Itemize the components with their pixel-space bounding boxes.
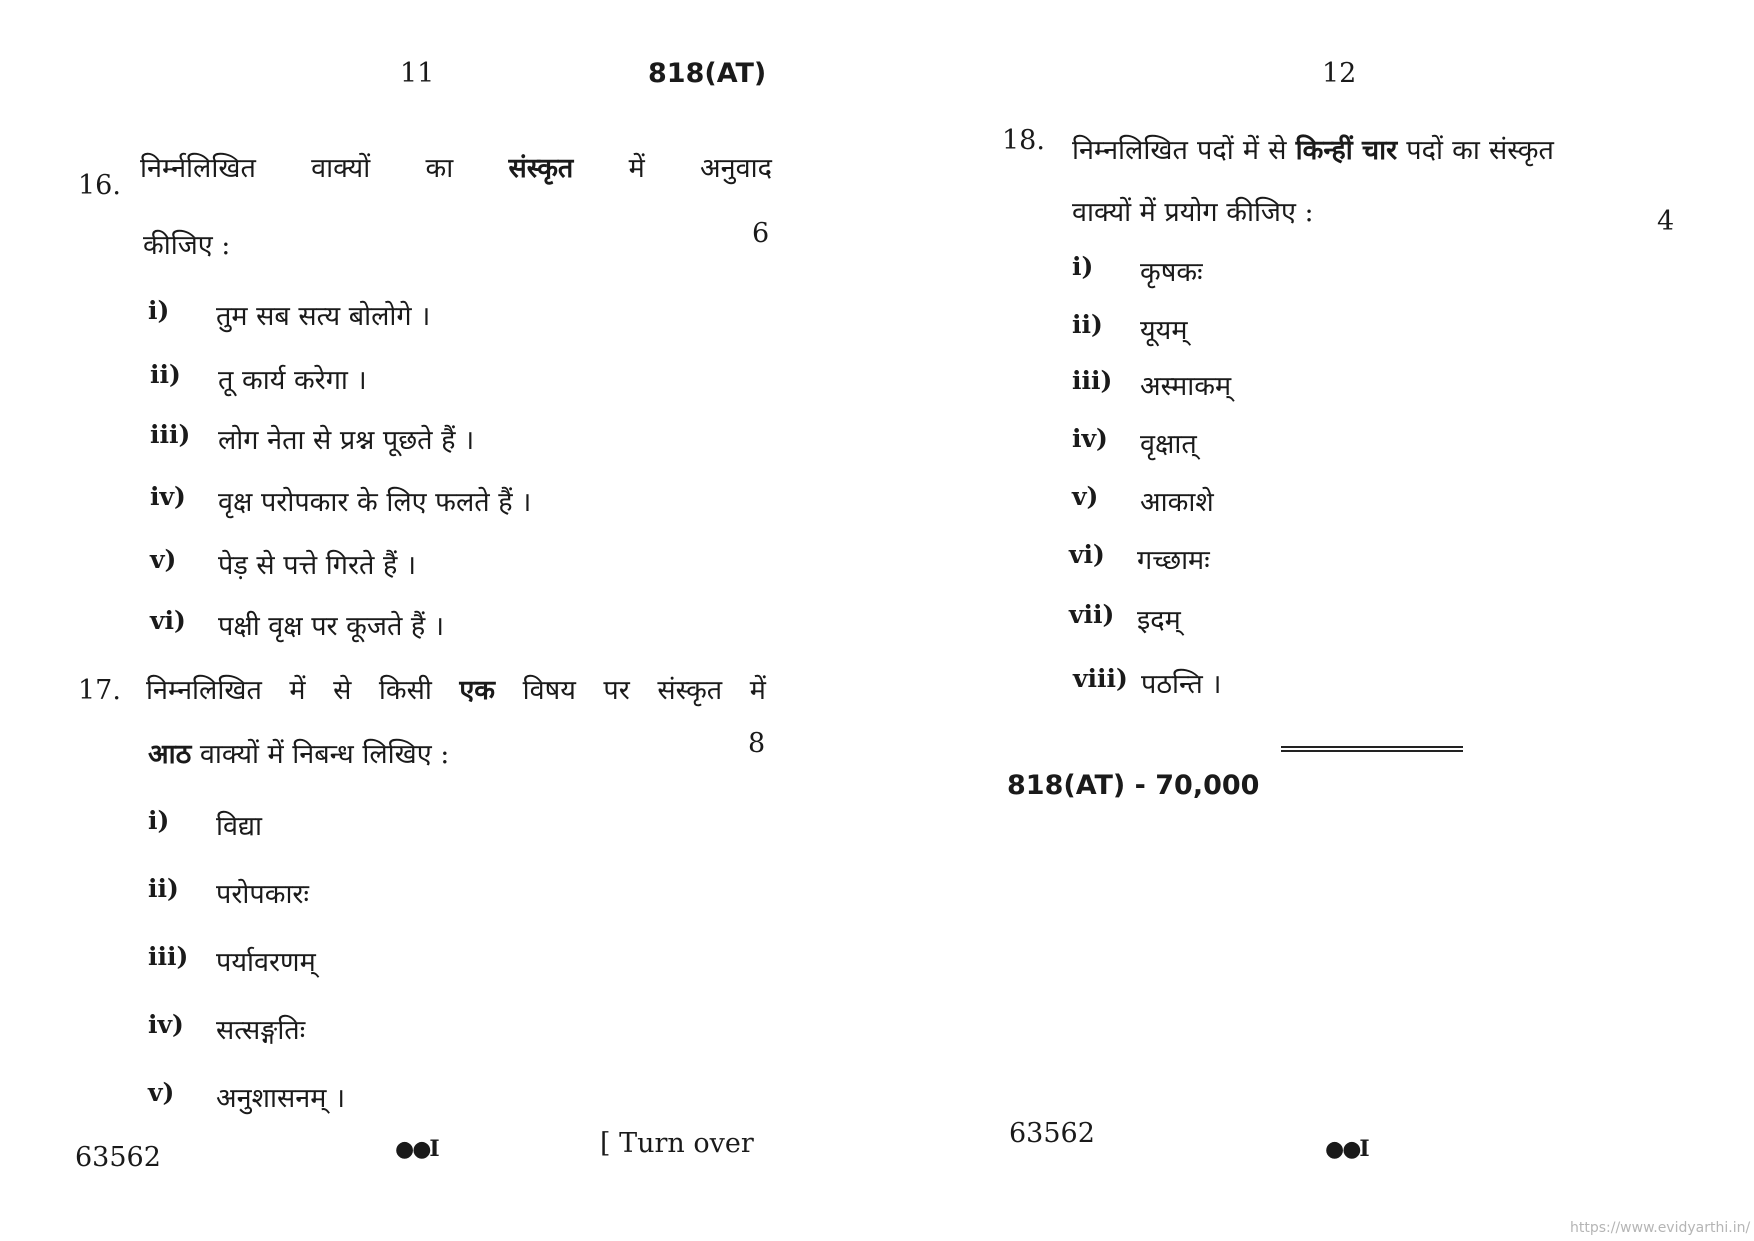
page-number: 11: [400, 58, 435, 89]
word: संस्कृत: [1489, 135, 1554, 166]
word: पदों: [1406, 135, 1443, 166]
item-number: iii): [1072, 366, 1113, 395]
list-item: [1072, 424, 1197, 461]
item-number: iv): [148, 1010, 184, 1039]
item-number: i): [1072, 252, 1094, 281]
list-item: [150, 545, 416, 582]
list-item: [148, 942, 316, 979]
item-text: पक्षी वृक्ष पर कूजते हैं ।: [218, 611, 445, 642]
item-text: कृषकः: [1140, 257, 1203, 288]
word: का: [1452, 135, 1480, 166]
word: में: [1242, 135, 1260, 166]
item-number: iii): [150, 420, 191, 449]
item-text: इदम्: [1137, 605, 1181, 636]
list-item: [150, 420, 474, 457]
item-text: अस्माकम्: [1140, 371, 1232, 402]
item-text: तू कार्य करेगा ।: [218, 365, 367, 396]
word-bold: एक: [459, 675, 496, 706]
word-bold: किन्हीं: [1295, 135, 1353, 166]
list-item: [148, 1010, 305, 1047]
item-number: iii): [148, 942, 189, 971]
paper-code: 818(AT): [648, 58, 767, 89]
list-item: [148, 874, 309, 911]
item-number: vii): [1069, 600, 1115, 629]
word-bold: आठ: [148, 739, 192, 770]
list-item: [1072, 310, 1187, 347]
footer-code: 63562: [1009, 1118, 1095, 1149]
word: से: [1268, 135, 1287, 166]
item-number: v): [148, 1078, 175, 1107]
list-item: [1073, 664, 1222, 701]
list-item: [148, 1078, 345, 1115]
item-number: i): [148, 806, 170, 835]
item-number: i): [148, 296, 170, 325]
question-17-line2: [148, 734, 449, 771]
list-item: [1069, 600, 1181, 637]
item-text: आकाशे: [1140, 487, 1214, 518]
item-text: तुम सब सत्य बोलोगे ।: [216, 301, 431, 332]
watermark: https://www.evidyarthi.in/: [1570, 1220, 1751, 1236]
list-item: [1072, 366, 1231, 403]
page-number: 12: [1322, 58, 1357, 89]
word: वाक्यों: [311, 153, 371, 184]
word: में: [289, 675, 306, 706]
word-bold: चार: [1361, 135, 1398, 166]
item-number: ii): [150, 360, 181, 389]
footer-dots: ●●I: [1325, 1136, 1368, 1162]
word: विषय: [522, 675, 576, 706]
list-item: [1072, 252, 1203, 289]
item-number: vi): [150, 606, 186, 635]
item-number: v): [150, 545, 177, 574]
question-18-line1: [1072, 130, 1554, 167]
question-16-line1: [140, 148, 772, 185]
word: निर्म्नलिखित: [140, 153, 256, 184]
word: में: [749, 675, 766, 706]
item-number: iv): [1072, 424, 1108, 453]
question-16-line2: कीजिए :: [143, 230, 231, 261]
list-item: [1072, 482, 1214, 519]
end-rule: [1281, 746, 1463, 752]
word-bold: संस्कृत: [508, 153, 574, 184]
item-text: पेड़ से पत्ते गिरते हैं ।: [218, 550, 417, 581]
item-text: परोपकारः: [216, 879, 309, 910]
question-17-line1: [146, 670, 766, 707]
question-18-line2: वाक्यों में प्रयोग कीजिए :: [1072, 197, 1314, 228]
item-text: वृक्ष परोपकार के लिए फलते हैं ।: [218, 487, 532, 518]
item-number: vi): [1069, 540, 1105, 569]
word: संस्कृत: [657, 675, 723, 706]
word: का: [425, 153, 454, 184]
item-text: यूयम्: [1140, 315, 1188, 346]
item-text: पर्यावरणम्: [216, 947, 316, 978]
word: पदों: [1197, 135, 1234, 166]
item-text: पठन्ति ।: [1141, 669, 1222, 700]
question-number: 16.: [78, 170, 121, 201]
word: निम्नलिखित: [146, 675, 262, 706]
word: निम्नलिखित: [1072, 135, 1188, 166]
word: से: [333, 675, 352, 706]
list-item: [150, 606, 444, 643]
right-page: [877, 0, 1754, 1241]
line-text: वाक्यों में निबन्ध लिखिए :: [199, 739, 450, 770]
list-item: [148, 296, 430, 333]
question-marks: 6: [752, 218, 770, 249]
question-number: 18.: [1002, 125, 1045, 156]
word: अनुवाद: [699, 153, 772, 184]
list-item: [1069, 540, 1210, 577]
footer-code: 63562: [75, 1142, 161, 1173]
item-text: सत्सङ्गतिः: [216, 1015, 306, 1046]
item-text: वृक्षात्: [1140, 429, 1197, 460]
question-marks: 4: [1657, 206, 1675, 237]
word: में: [628, 153, 645, 184]
item-number: ii): [148, 874, 179, 903]
item-number: ii): [1072, 310, 1103, 339]
question-number: 17.: [78, 675, 121, 706]
item-text: अनुशासनम् ।: [216, 1083, 346, 1114]
item-number: v): [1072, 482, 1099, 511]
end-code: 818(AT) - 70,000: [1007, 770, 1260, 801]
list-item: [150, 482, 531, 519]
item-text: गच्छामः: [1137, 545, 1210, 576]
word: पर: [603, 675, 630, 706]
list-item: [150, 360, 367, 397]
item-number: iv): [150, 482, 186, 511]
question-marks: 8: [748, 728, 766, 759]
footer-dots: ●●I: [395, 1136, 438, 1162]
item-text: लोग नेता से प्रश्न पूछते हैं ।: [218, 425, 475, 456]
item-text: विद्या: [216, 811, 263, 842]
word: किसी: [378, 675, 432, 706]
list-item: [148, 806, 262, 843]
turn-over-note: [ Turn over: [600, 1128, 754, 1159]
item-number: viii): [1073, 664, 1128, 693]
